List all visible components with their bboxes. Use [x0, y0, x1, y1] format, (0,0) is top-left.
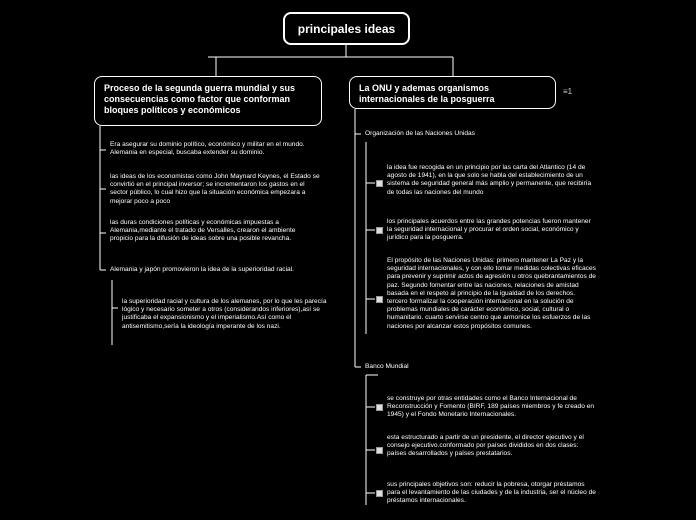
- left-item-2[interactable]: las ideas de los economistas como John Maynard Keynes, el Estado se convirtió en el principal inversor; se incrementaron los gastos en el sector público, lo cual hizo que la situación económica empezara a mejorar poco a poco: [110, 173, 320, 205]
- onu-item-1[interactable]: la idea fue recogida en un principio por las carta del Atlantico (14 de agosto de 1941), en la que solo se habla del establecimiento de un sistema de seguridad general más amplio y permanente, que recibiría de todas las naciones del mundo: [387, 164, 592, 196]
- checkbox-icon[interactable]: [376, 296, 383, 303]
- checkbox-icon[interactable]: [376, 180, 383, 187]
- onu-item-2[interactable]: los principales acuerdos entre las grandes potencias fueron mantener la seguridad internacional y procurar el orden social, económico y jurídico para la posguerra.: [387, 218, 591, 242]
- main-topic-right-title: La ONU y ademas organismos internacionales de la posguerra: [359, 83, 495, 104]
- list-icon: ≡: [563, 87, 568, 96]
- root-title: principales ideas: [297, 22, 396, 36]
- banco-item-3[interactable]: sus principales objetivos son: reducir la pobresa, otorgar préstamos para el levantamiento de las ciudades y de la industria, ser el núcleo de préstamos internacionales.: [387, 481, 596, 505]
- checkbox-icon[interactable]: [376, 447, 383, 454]
- left-item-4[interactable]: Alemania y japón promovieron la idea de la superioridad racial.: [110, 266, 294, 273]
- onu-item-3[interactable]: El propósito de las Naciones Unidas: primero mantener La Paz y la seguridad internacionales, y con ello tomar medidas colectivas eficaces para prevenir y suprimir actos de agresión u otros quebrantamientos de paz. Segundo fomentar entre las naciones, relaciones de amistad basada en el respeto al principio de la igualdad de los derechos. tercero formalizar la cooperación internacional en la solución de problemas mundiales de carácter económico, social, cultural o humanitario. cuarto servirse centro que armonice los esfuerzos de las naciones por alcanzar estos propósitos comunes.: [387, 257, 596, 330]
- root-topic[interactable]: [283, 12, 410, 45]
- checkbox-icon[interactable]: [376, 404, 383, 411]
- left-sub-item[interactable]: la superioridad racial y cultura de los alemanes, por lo que les parecía lógico y necesario someter a otros (considerandos inferiores),así se justificaba el expansionismo y el imperialismo.Así como el antisemitismo,sería la ideología imperante de los nazi.: [122, 298, 327, 330]
- group-label-banco[interactable]: Banco Mundial: [365, 363, 409, 370]
- left-item-3[interactable]: las duras condiciones políticas y económicas impuestas a Alemania,mediante el tratado de Versalles, crearon el ambiente propicio para la difusión de ideas sobre una posible revancha.: [110, 219, 296, 243]
- notes-badge[interactable]: [563, 87, 572, 96]
- group-label-onu[interactable]: Organización de las Naciones Unidas: [365, 130, 475, 137]
- left-item-1[interactable]: Era asegurar su dominio político, económico y militar en el mundo. Alemania en especial, buscaba extender su dominio.: [110, 141, 305, 157]
- checkbox-icon[interactable]: [376, 227, 383, 234]
- banco-item-1[interactable]: se construye por otras entidades como el Banco Internacional de Reconstrucción y Fomento (BIRF, 189 países miembros y fe creado en 1945) y el Fondo Monetario Internacionales.: [387, 395, 595, 419]
- checkbox-icon[interactable]: [376, 490, 383, 497]
- main-topic-left-title: Proceso de la segunda guerra mundial y sus consecuencias como factor que conforman bloques políticos y económicos: [104, 83, 296, 115]
- main-topic-left[interactable]: [94, 76, 322, 126]
- banco-item-2[interactable]: esta estructurado a partir de un presidente, el director ejecutivo y el consejo ejecutivo.conformado por países divididos en dos clases: países desarrollados y países prestatarios.: [387, 434, 584, 458]
- main-topic-right[interactable]: [349, 76, 556, 109]
- notes-count: 1: [567, 87, 573, 96]
